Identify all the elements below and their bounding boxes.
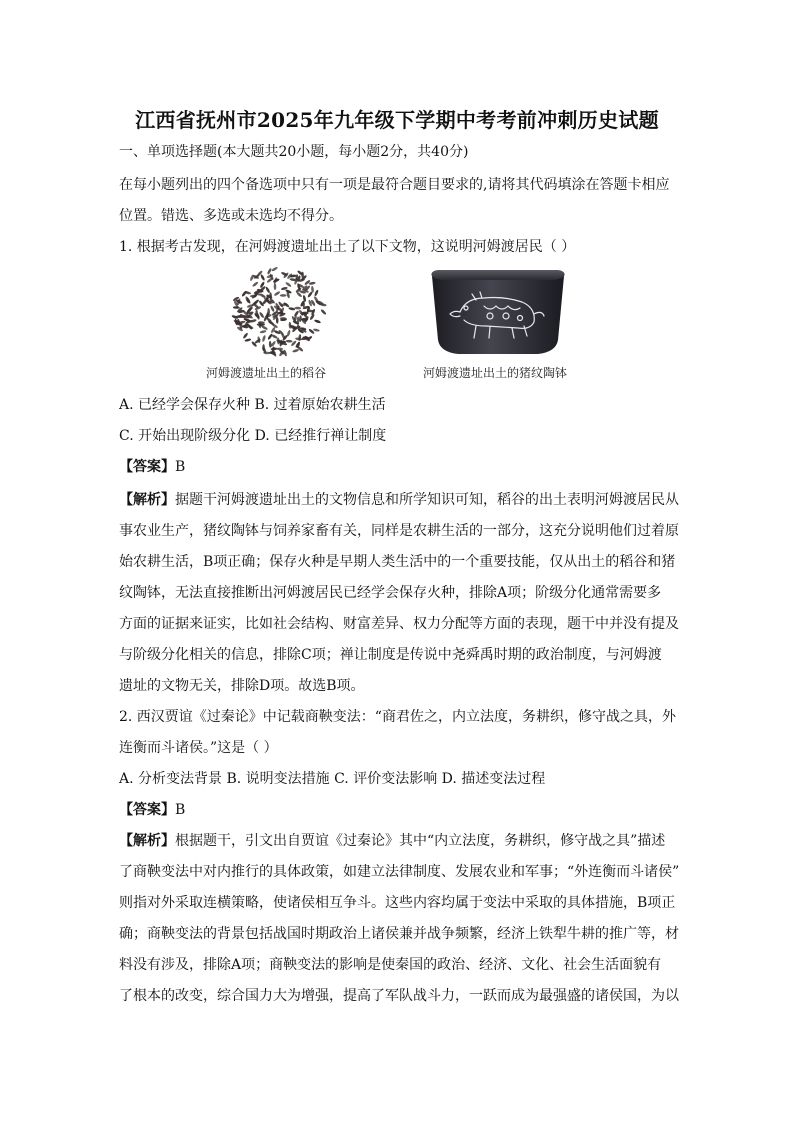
question-2-stem-line-2: 连衡而斗诸侯。”这是（ ） <box>119 740 278 756</box>
rice-grain <box>265 286 271 293</box>
question-1-analysis-line-7: 遗址的文物无关，排除D项。故选B项。 <box>119 678 365 694</box>
rice-grain <box>267 333 273 340</box>
section-heading: 一、单项选择题(本大题共20小题，每小题2分，共40分) <box>119 144 469 160</box>
rice-grain <box>285 281 292 287</box>
rice-grain <box>294 307 301 310</box>
question-1-analysis-line-3: 始农耕生活，B项正确；保存火种是早期人类生活中的一个重要技能，仅从出土的稻谷和猪 <box>119 554 676 570</box>
pottery-bowl-illustration <box>426 266 570 358</box>
answer-value: B <box>175 802 186 818</box>
figure-caption-pottery: 河姆渡遗址出土的猪纹陶钵 <box>423 366 568 380</box>
rice-grain <box>289 322 292 329</box>
rice-grain <box>311 286 314 293</box>
answer-label: 【答案】 <box>119 459 175 475</box>
rice-grain <box>252 281 259 287</box>
question-2-answer <box>119 800 679 820</box>
rice-grain <box>292 348 299 352</box>
instruction-line-2: 位置。错选、多选或未选均不得分。 <box>119 208 343 224</box>
analysis-text: 根据题干，引文出自贾谊《过秦论》其中“内立法度，务耕织，修守战之具”描述 <box>175 833 666 849</box>
rice-grain <box>313 328 320 332</box>
page-title: 江西省抚州市2025年九年级下学期中考考前冲刺历史试题 <box>135 108 659 132</box>
rice-grain <box>269 341 272 348</box>
question-1-options-cd: C. 开始出现阶级分化 D. 已经推行禅让制度 <box>119 428 387 444</box>
question-2-stem-line-1: 2. 西汉贾谊《过秦论》中记载商鞅变法：“商君佐之，内立法度，务耕织，修守战之具，外 <box>119 709 676 725</box>
rice-grain <box>241 290 247 297</box>
question-1-analysis-line-1 <box>119 490 679 510</box>
figure-caption-rice: 河姆渡遗址出土的稻谷 <box>206 366 327 380</box>
question-2-analysis-line-6: 了根本的改变，综合国力大为增强，提高了军队战斗力，一跃而成为最强盛的诸侯国，为以 <box>119 988 679 1004</box>
answer-label: 【答案】 <box>119 802 175 818</box>
rice-grain <box>261 325 268 331</box>
rice-grain <box>242 332 248 339</box>
rice-grain <box>280 294 287 297</box>
rice-grain <box>320 309 327 316</box>
rice-grain <box>250 319 257 323</box>
rice-grain <box>297 316 300 323</box>
rice-grain <box>276 347 283 350</box>
rice-grain <box>309 281 316 285</box>
rice-grain <box>262 335 267 342</box>
question-2-analysis-line-3: 则指对外采取连横策略，使诸侯相互争斗。这些内容均属于变法中采取的具体措施，B项正 <box>119 895 676 911</box>
rice-grain <box>286 340 293 343</box>
rice-grain <box>288 307 295 311</box>
question-2-analysis-line-2: 了商鞅变法中对内推行的具体政策，如建立法律制度、发展农业和军事；“外连衡而斗诸侯” <box>119 864 679 880</box>
rice-grain <box>233 306 240 309</box>
question-2-options: A. 分析变法背景 B. 说明变法措施 C. 评价变法影响 D. 描述变法过程 <box>119 771 546 787</box>
rice-grain-illustration <box>229 263 329 359</box>
analysis-label: 【解析】 <box>119 492 175 508</box>
rice-grain <box>244 338 251 342</box>
rice-grain <box>259 330 266 334</box>
rice-grain <box>271 266 278 272</box>
question-1-analysis-line-2: 事农业生产，猪纹陶钵与饲养家畜有关，同样是农耕生活的一部分，这充分说明他们过着原 <box>119 523 679 539</box>
question-1-answer <box>119 457 679 477</box>
question-1-stem: 1. 根据考古发现，在河姆渡遗址出土了以下文物，这说明河姆渡居民（ ） <box>119 239 576 255</box>
rice-grain <box>260 274 265 281</box>
pig-pattern-pottery-image <box>426 266 570 358</box>
analysis-text: 据题干河姆渡遗址出土的文物信息和所学知识可知，稻谷的出土表明河姆渡居民从 <box>175 492 679 508</box>
rice-grain <box>314 289 319 296</box>
rice-grain <box>314 319 321 324</box>
rice-grain <box>274 283 277 290</box>
rice-grain-image <box>229 263 329 359</box>
question-2-analysis-line-5: 料没有涉及，排除A项；商鞅变法的影响是使秦国的政治、经济、文化、社会生活面貌有 <box>119 957 662 973</box>
rice-grain <box>274 291 281 297</box>
instruction-line-1: 在每小题列出的四个备选项中只有一项是最符合题目要求的,请将其代码填涂在答题卡相应 <box>119 177 670 193</box>
question-1-options-ab: A. 已经学会保存火种 B. 过着原始农耕生活 <box>119 397 386 413</box>
question-1-analysis-line-6: 与阶级分化相关的信息，排除C项；禅让制度是传说中尧舜禹时期的政治制度，与河姆渡 <box>119 647 662 663</box>
question-2-analysis-line-1 <box>119 831 679 851</box>
question-1-analysis-line-4: 纹陶钵，无法直接推断出河姆渡居民已经学会保存火种，排除A项；阶级分化通常需要多 <box>119 585 662 601</box>
rice-grain <box>266 277 273 283</box>
answer-value: B <box>175 459 186 475</box>
analysis-label: 【解析】 <box>119 833 175 849</box>
rice-grain <box>257 323 264 326</box>
rice-grain <box>304 279 311 285</box>
question-1-analysis-line-5: 方面的证据来证实，比如社会结构、财富差异、权力分配等方面的表现，题干中并没有提及 <box>119 616 679 632</box>
rice-grain <box>267 268 272 275</box>
question-2-analysis-line-4: 确；商鞅变法的背景包括战国时期政治上诸侯兼并战争频繁，经济上铁犁牛耕的推广等，材 <box>119 926 679 942</box>
